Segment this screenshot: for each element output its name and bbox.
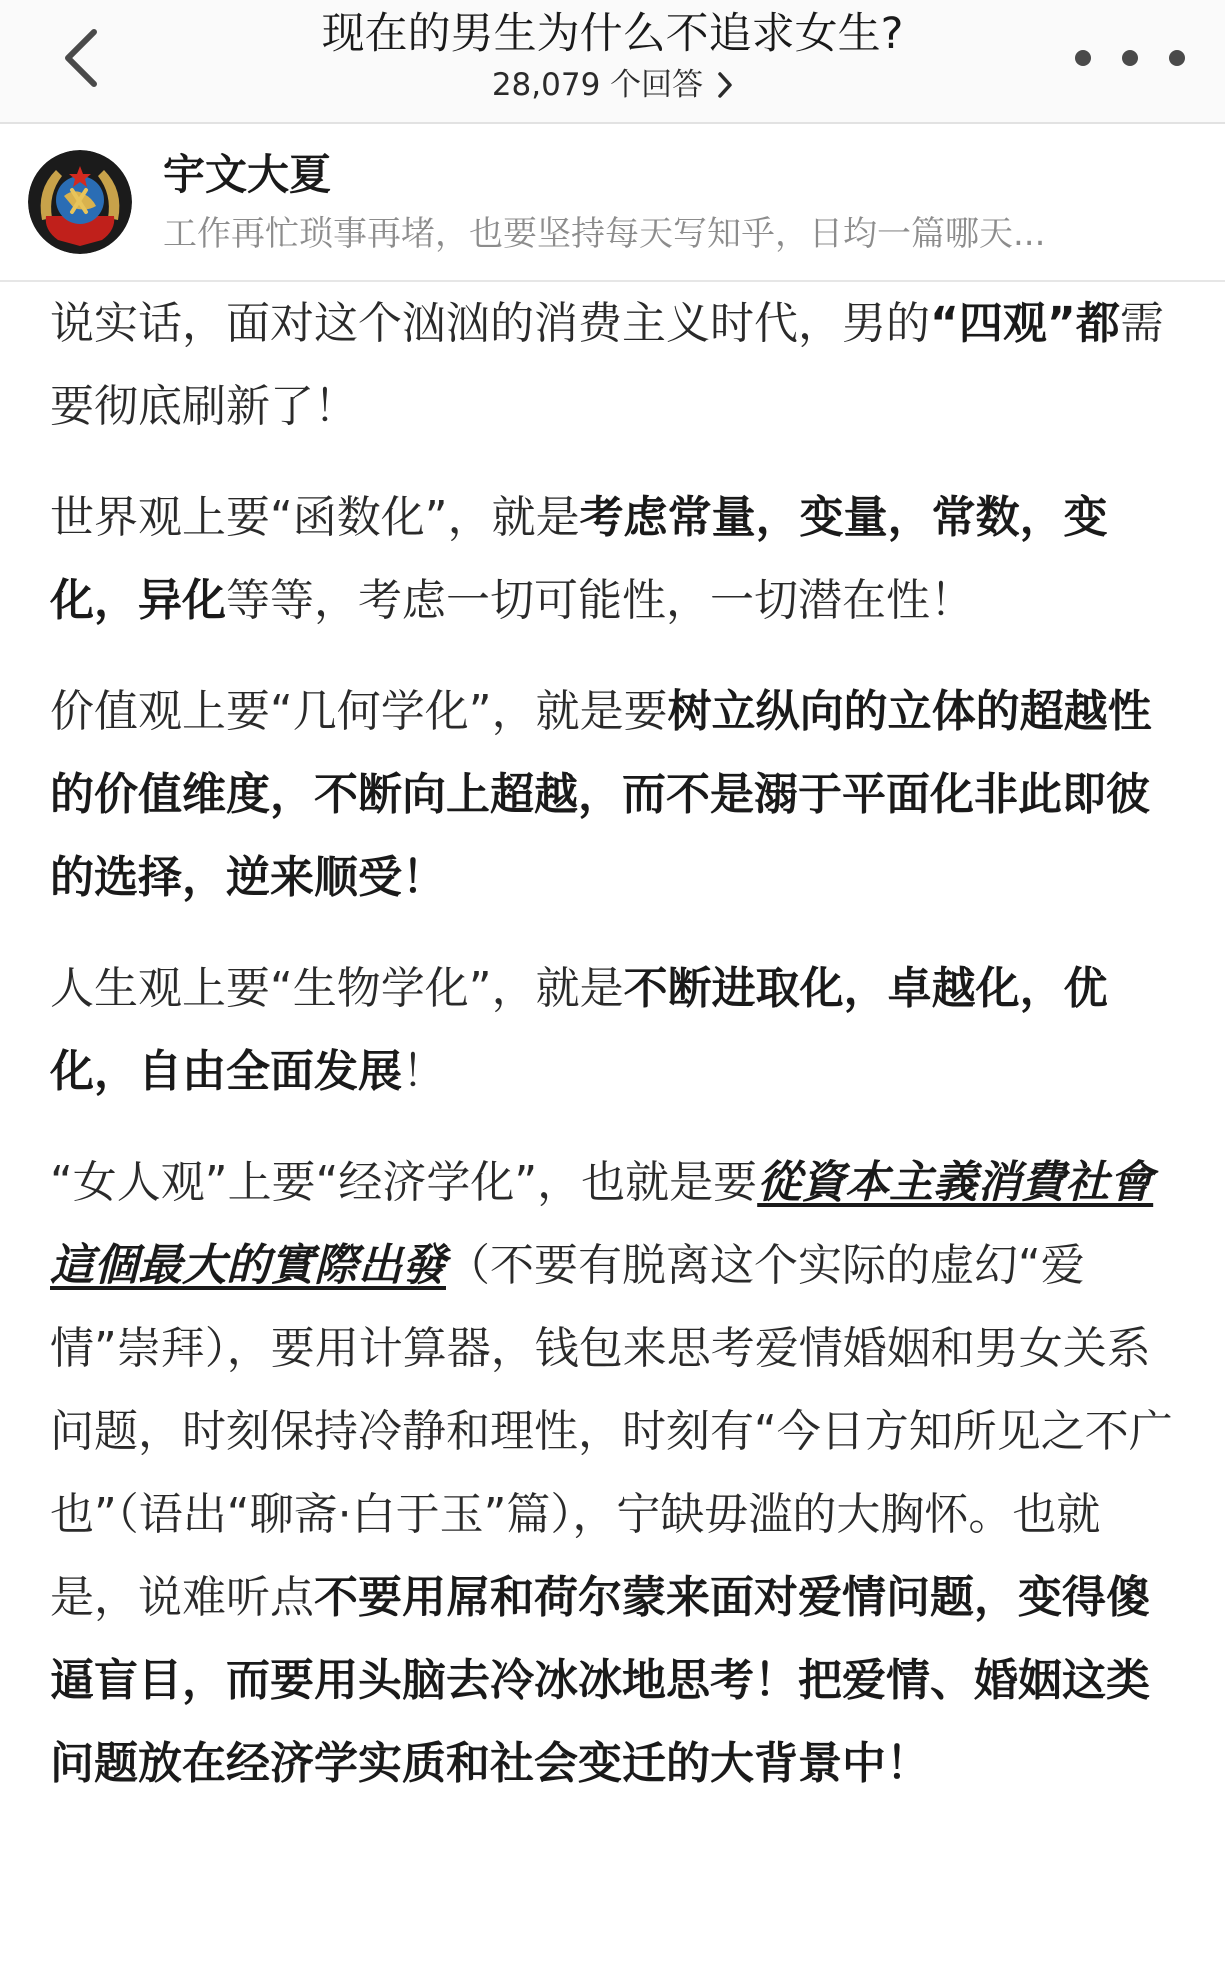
question-title[interactable]: 现在的男生为什么不追求女生? [321, 9, 904, 59]
bold-span: 考虑常量，变量，常数，变化，异化 [50, 492, 1108, 626]
answer-count-link[interactable] [200, 64, 1025, 106]
underlined-italic-span: 從資本主義消費社會這個最大的實際出發 [50, 1157, 1154, 1291]
more-dot [1122, 50, 1138, 66]
back-button[interactable] [50, 22, 110, 94]
more-dot [1169, 50, 1185, 66]
bold-span: “四观”都 [930, 298, 1120, 349]
text-span: “女人观”上要“经济学化”，也就是要 [50, 1157, 758, 1208]
text-span: ！ [402, 1046, 446, 1097]
text-span: 等等，考虑一切可能性，一切潜在性！ [226, 575, 974, 626]
author-bio: 工作再忙琐事再堵，也要坚持每天写知乎，日均一篇哪天... [163, 214, 1046, 254]
text-span: 人生观上要“生物学化”，就是 [50, 963, 624, 1014]
answer-count: 28,079 个回答 [491, 67, 704, 103]
text-span: 世界观上要“函数化”，就是 [50, 492, 580, 543]
bold-span: 树立纵向的立体的超越性的价值维度，不断向上超越，而不是溺于平面化非此即彼的选择，逆来顺受！ [50, 686, 1152, 903]
text-span: 需要彻底刷新了！ [50, 298, 1164, 432]
bold-span: 不断进取化，卓越化，优化，自由全面发展 [50, 963, 1108, 1097]
bold-span: 不要用屌和荷尔蒙来面对爱情问题，变得傻逼盲目，而要用头脑去冷冰冰地思考！把爱情、婚姻这类问题放在经济学实质和社会变迁的大背景中！ [50, 1572, 1150, 1789]
author-bar [0, 124, 1225, 282]
paragraph-4 [50, 947, 1180, 1113]
emblem-icon [28, 150, 132, 254]
paragraph-2 [50, 476, 1180, 642]
author-name[interactable]: 宇文大夏 [163, 150, 332, 199]
chevron-left-icon [62, 28, 98, 88]
answer-content [50, 282, 1180, 1833]
paragraph-3 [50, 670, 1180, 919]
more-options-button[interactable] [1075, 36, 1185, 80]
text-span: 说实话，面对这个汹汹的消费主义时代，男的 [50, 298, 930, 349]
top-nav-bar [0, 0, 1225, 124]
more-dot [1075, 50, 1091, 66]
chevron-right-icon [717, 71, 733, 99]
text-span: 价值观上要“几何学化”，就是要 [50, 686, 668, 737]
author-avatar[interactable] [28, 150, 132, 254]
paragraph-5 [50, 1141, 1180, 1805]
paragraph-1 [50, 282, 1180, 448]
text-span: （不要有脱离这个实际的虚幻“爱情”崇拜），要用计算器，钱包来思考爱情婚姻和男女关系问题，时刻保持冷静和理性，时刻有“今日方知所见之不广也”（语出“聊斋·白于玉”篇），宁缺毋滥的大胸怀。也就是，说难听点 [50, 1240, 1173, 1623]
